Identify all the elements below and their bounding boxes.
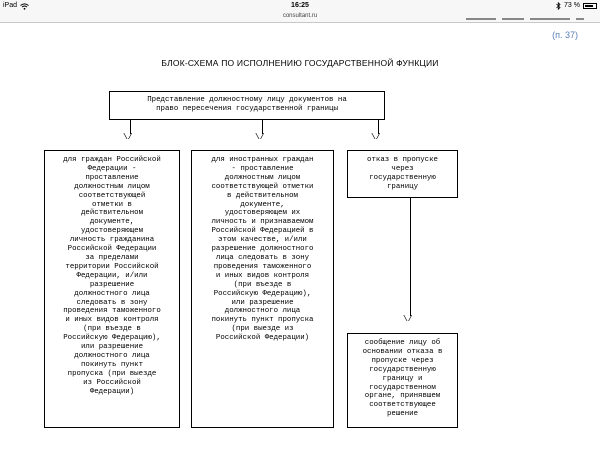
arrow-down-left: \/ — [123, 133, 133, 142]
device-name: iPad — [3, 2, 18, 9]
connector-top-left — [130, 120, 131, 134]
battery-icon — [583, 3, 597, 9]
page-title: БЛОК-СХЕМА ПО ИСПОЛНЕНИЮ ГОСУДАРСТВЕННОЙ ФУНКЦИИ — [161, 58, 439, 68]
status-right — [556, 0, 597, 12]
box-refusal: отказ в пропуске через государственную границу — [347, 150, 458, 198]
page-reference-link[interactable]: (п. 37) — [552, 30, 578, 40]
arrow-down-refusal: \/ — [403, 315, 413, 324]
top-box-document-submission: Представление должностному лицу документов на право пересечения государственной границы — [109, 91, 385, 120]
arrow-down-middle: \/ — [255, 133, 265, 142]
cutoff-text — [466, 17, 586, 25]
connector-top-right — [378, 120, 379, 134]
box-russian-citizens: для граждан Российской Федерации - проставление должностным лицом соответствующей отметки в действительном документе, удостоверяющем личность гражданина Российской Федерации за пределами территории Российской Федерации, и/или разрешение должностного лица следовать в зону проведения таможенного и иных видов контроля (при въезде в Российскую Федерацию), или разрешение должностного лица покинуть пункт пропуска (при выезде из Российской Федерации) — [44, 150, 180, 428]
arrow-down-right: \/ — [371, 133, 381, 142]
box-foreign-citizens: для иностранных граждан - проставление должностным лицом соответствующей отметки в действительном документе, удостоверяющем их личность и признаваемом Российской Федерацией в этом качестве, и/или разрешение должностного лица следовать в зону проведения таможенного и иных видов контроля (при въезде в Российскую Федерацию), или разрешение должностного лица покинуть пункт пропуска (при выезде из Российской Федерации) — [191, 150, 334, 428]
clipped-text-fragment-icon — [466, 17, 586, 22]
connector-top-middle — [262, 120, 263, 134]
box-refusal-notice: сообщение лицу об основании отказа в пропуске через государственную границу и государственном органе, принявшем соответствующее решение — [347, 333, 458, 428]
clock: 16:25 — [291, 2, 309, 9]
battery-percent: 73 % — [564, 2, 580, 9]
bluetooth-icon — [556, 2, 561, 10]
connector-refusal — [410, 198, 411, 316]
url-text[interactable]: consultant.ru — [282, 13, 318, 19]
status-bar — [0, 0, 600, 12]
